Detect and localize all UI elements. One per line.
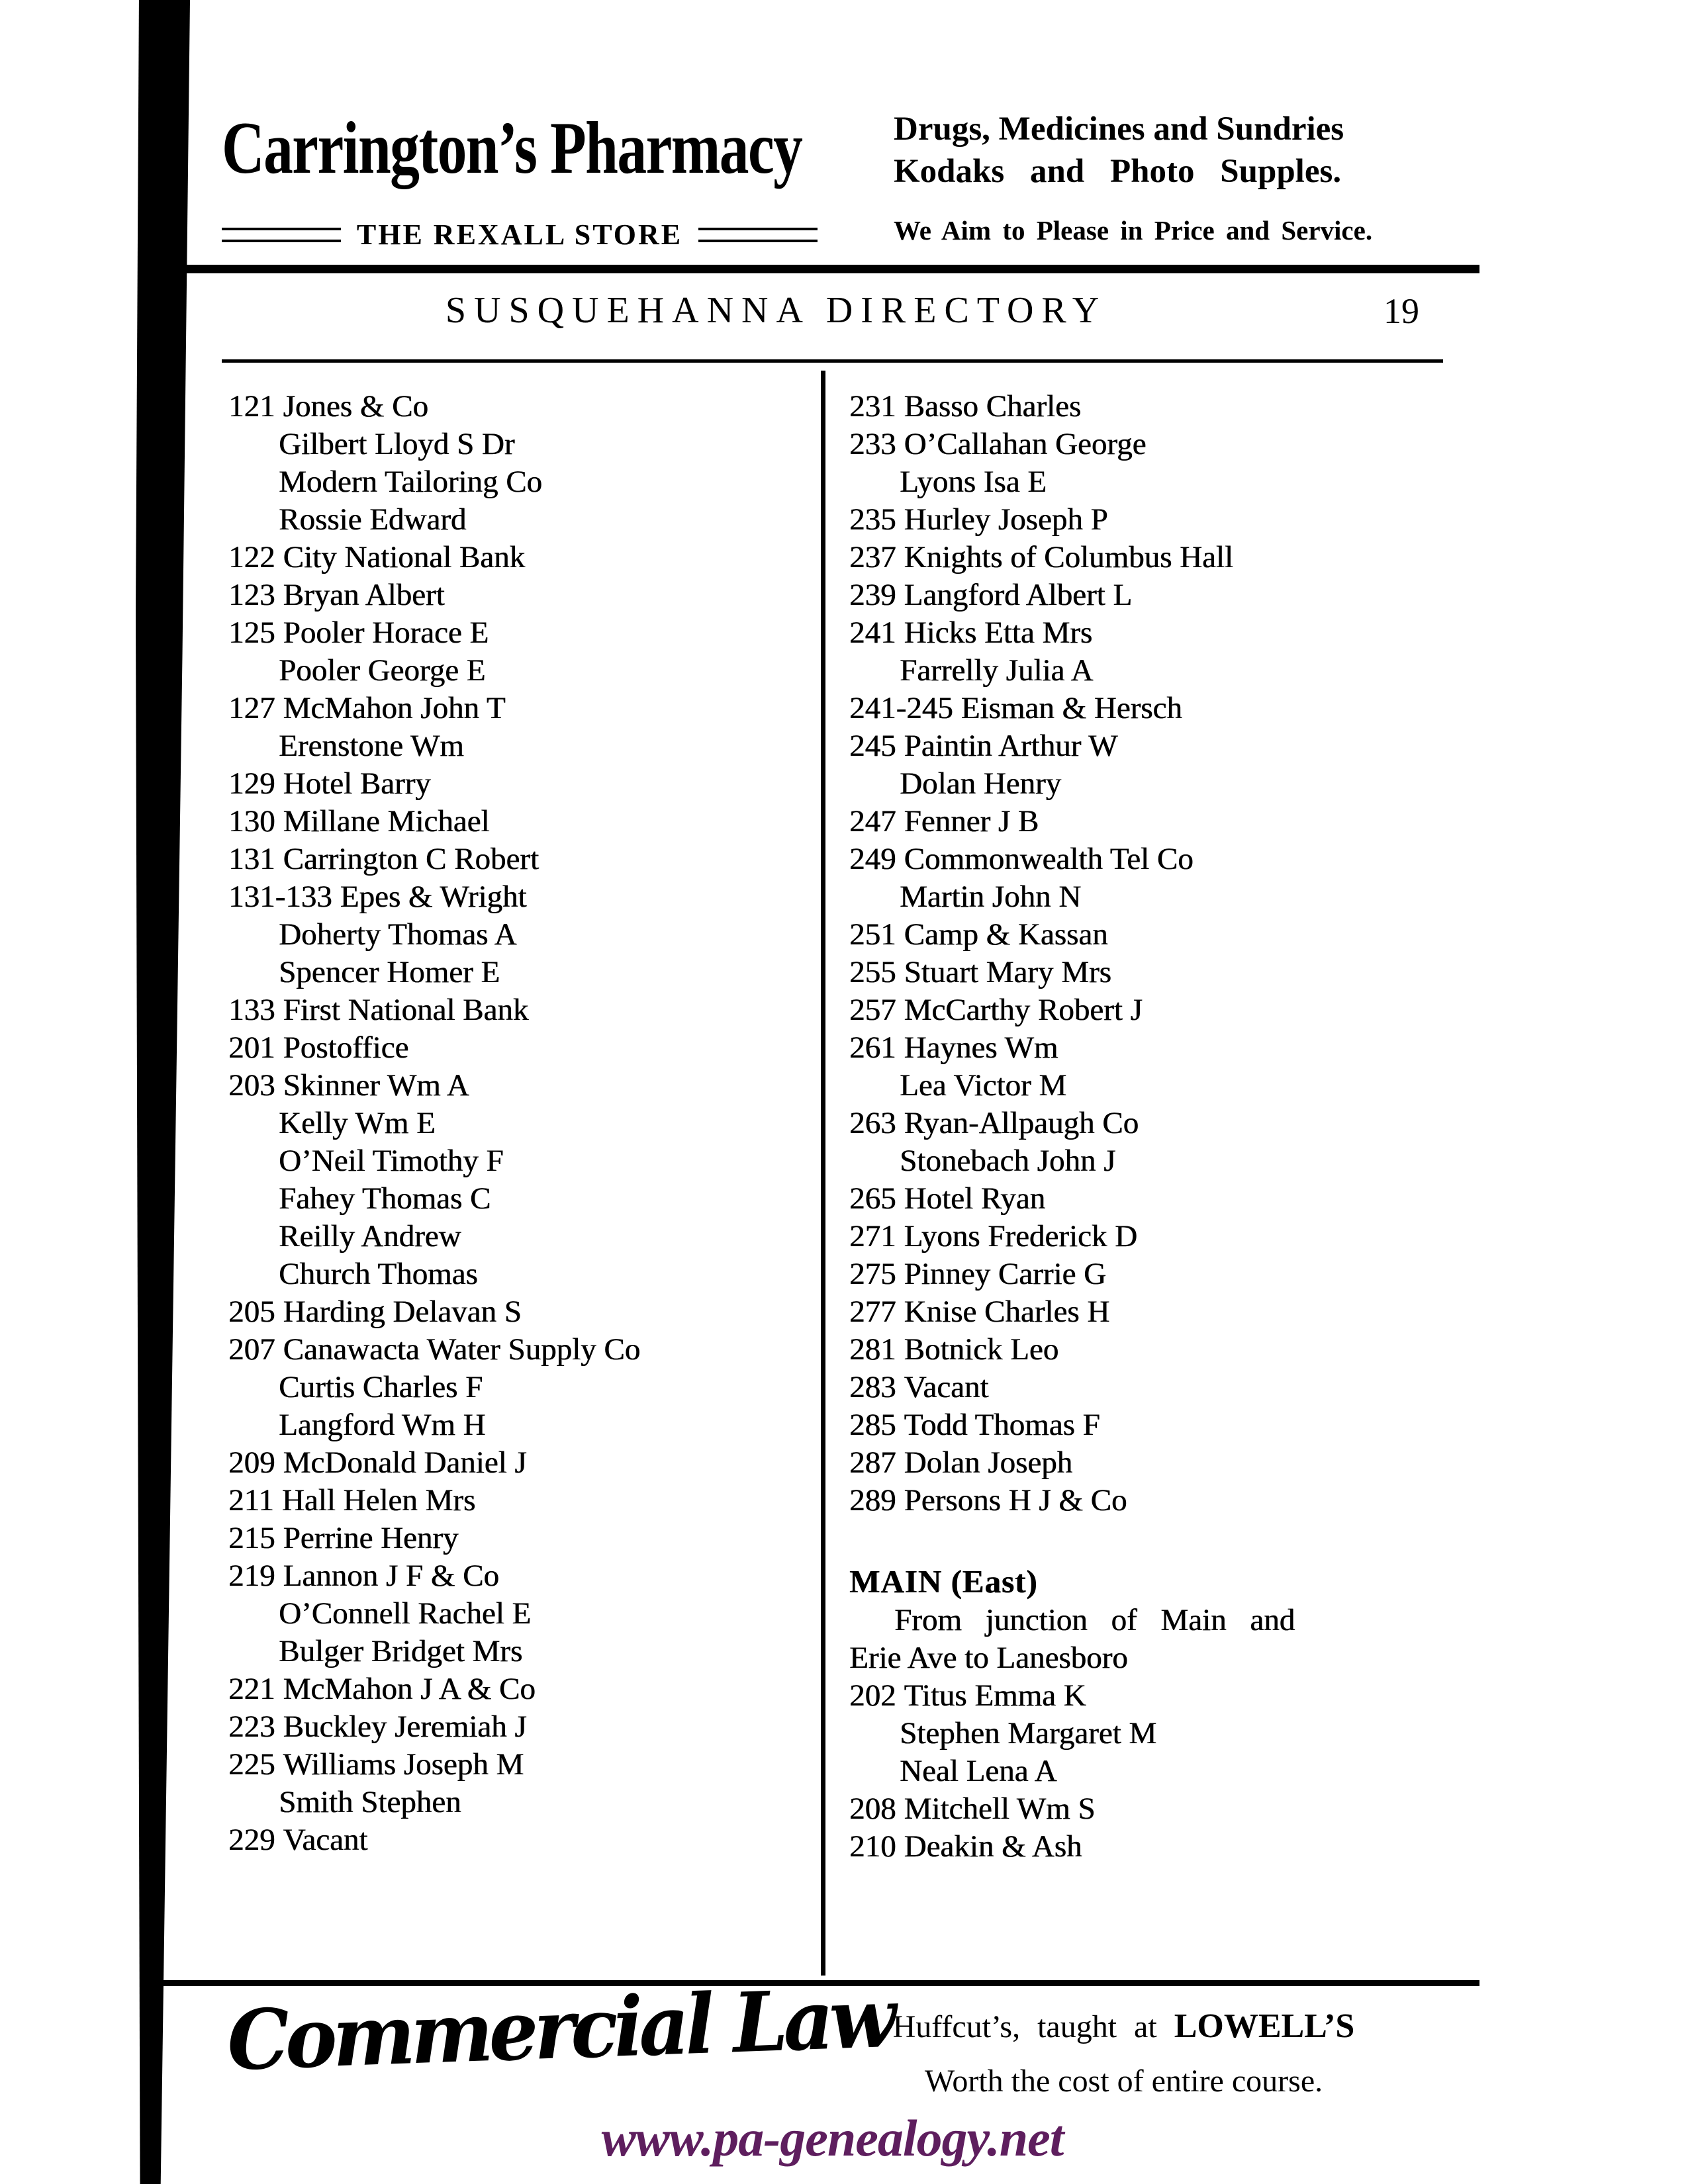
directory-row <box>222 1067 821 1105</box>
directory-row <box>843 765 1443 803</box>
street-number: 131-133 <box>228 880 332 914</box>
street-number <box>849 652 892 690</box>
directory-row <box>222 576 821 614</box>
directory-row <box>843 1677 1443 1715</box>
entry-name: Lannon J F & Co <box>283 1559 499 1593</box>
street-number: 277 <box>849 1295 896 1329</box>
directory-row <box>222 1595 821 1633</box>
street-number: 202 <box>849 1678 896 1713</box>
directory-row <box>222 614 821 652</box>
directory-row <box>843 690 1443 727</box>
entry-name: Pinney Carrie G <box>904 1257 1106 1291</box>
street-number <box>228 1595 271 1633</box>
entry-name: Todd Thomas F <box>904 1408 1100 1442</box>
directory-row <box>843 727 1443 765</box>
directory-row <box>843 426 1443 463</box>
entry-name: Dolan Henry <box>900 766 1062 801</box>
street-number <box>228 1218 271 1255</box>
entry-name: Vacant <box>904 1370 989 1404</box>
street-number: 271 <box>849 1219 896 1253</box>
directory-row <box>843 1715 1443 1752</box>
street-number: 215 <box>228 1521 275 1555</box>
entry-name: Hurley Joseph P <box>904 502 1108 537</box>
street-number: 209 <box>228 1445 275 1480</box>
entry-name: First National Bank <box>283 993 529 1027</box>
directory-row <box>843 916 1443 954</box>
footer-ad-line1 <box>804 2007 1443 2046</box>
header-ad-left <box>222 106 894 251</box>
entry-name: Stonebach John J <box>900 1144 1116 1178</box>
street-number <box>228 1633 271 1670</box>
entry-name: Eisman & Hersch <box>961 691 1182 725</box>
street-number: 245 <box>849 729 896 763</box>
directory-row <box>222 1218 821 1255</box>
directory-row <box>843 1293 1443 1331</box>
street-number: 241 <box>849 615 896 650</box>
footer-ad-line1-bold: LOWELL’S <box>1174 2007 1355 2045</box>
directory-row <box>843 1369 1443 1406</box>
street-number: 130 <box>228 804 275 839</box>
directory-columns <box>222 371 1443 1976</box>
directory-row <box>222 1406 821 1444</box>
entry-name: Pooler Horace E <box>283 615 489 650</box>
entry-name: Bulger Bridget Mrs <box>279 1634 523 1668</box>
directory-row <box>843 1752 1443 1790</box>
street-number: 257 <box>849 993 896 1027</box>
street-section-desc-line1: From junction of Main and <box>894 1603 1295 1637</box>
street-number: 263 <box>849 1106 896 1140</box>
left-column <box>222 371 821 1976</box>
header-ad <box>222 106 1443 251</box>
street-number: 239 <box>849 578 896 612</box>
street-number <box>228 916 271 954</box>
street-number <box>228 426 271 463</box>
street-number: 210 <box>849 1829 896 1864</box>
street-number: 225 <box>228 1747 275 1782</box>
directory-row <box>222 1331 821 1369</box>
street-section-entries <box>843 1677 1443 1866</box>
directory-row <box>222 991 821 1029</box>
street-number <box>228 1369 271 1406</box>
street-number <box>849 463 892 501</box>
directory-row <box>843 1180 1443 1218</box>
directory-row <box>222 1557 821 1595</box>
entry-name: Skinner Wm A <box>283 1068 469 1103</box>
directory-row <box>222 539 821 576</box>
header-ad-right <box>894 106 1443 251</box>
entry-name: Doherty Thomas A <box>279 917 517 952</box>
directory-row <box>222 501 821 539</box>
street-number <box>849 1067 892 1105</box>
street-number <box>228 1784 271 1821</box>
street-number <box>228 1105 271 1142</box>
directory-row <box>222 426 821 463</box>
street-number: 285 <box>849 1408 896 1442</box>
ad-line-3: We Aim to Please in Price and Service. <box>894 215 1373 246</box>
street-number <box>228 652 271 690</box>
entry-name: McCarthy Robert J <box>904 993 1143 1027</box>
street-section-desc-line2: Erie Ave to Lanesboro <box>849 1641 1128 1675</box>
directory-row <box>843 1444 1443 1482</box>
entry-name: Buckley Jeremiah J <box>283 1709 527 1744</box>
directory-row <box>222 1142 821 1180</box>
header-divider-rule <box>142 265 1479 273</box>
entry-name: Fahey Thomas C <box>279 1181 491 1216</box>
right-column-entries <box>843 388 1443 1520</box>
entry-name: Williams Joseph M <box>283 1747 524 1782</box>
street-number <box>228 727 271 765</box>
entry-name: City National Bank <box>283 540 526 574</box>
directory-row <box>222 1293 821 1331</box>
entry-name: Langford Wm H <box>279 1408 486 1442</box>
street-number <box>228 463 271 501</box>
entry-name: Millane Michael <box>283 804 490 839</box>
footer-ad-text <box>804 2007 1443 2099</box>
street-number: 281 <box>849 1332 896 1367</box>
directory-row <box>843 388 1443 426</box>
street-number <box>228 954 271 991</box>
entry-name: Camp & Kassan <box>904 917 1108 952</box>
entry-name: Dolan Joseph <box>904 1445 1073 1480</box>
entry-name: Carrington C Robert <box>283 842 539 876</box>
directory-row <box>222 1482 821 1520</box>
street-number: 221 <box>228 1672 275 1706</box>
street-number: 231 <box>849 389 896 424</box>
directory-row <box>843 803 1443 841</box>
entry-name: Smith Stephen <box>279 1785 461 1819</box>
street-number: 131 <box>228 842 275 876</box>
entry-name: Hicks Etta Mrs <box>904 615 1093 650</box>
directory-row <box>222 916 821 954</box>
entry-name: Ryan-Allpaugh Co <box>904 1106 1139 1140</box>
entry-name: Stephen Margaret M <box>900 1716 1157 1751</box>
page-number: 19 <box>1383 291 1419 331</box>
entry-name: Pooler George E <box>279 653 486 688</box>
street-number: 122 <box>228 540 275 574</box>
ad-line-2: Kodaks and Photo Supples. <box>894 153 1342 190</box>
street-number: 249 <box>849 842 896 876</box>
entry-name: Modern Tailoring Co <box>279 465 542 499</box>
directory-row <box>222 1821 821 1859</box>
directory-row <box>843 1105 1443 1142</box>
directory-row <box>222 1670 821 1708</box>
entry-name: Spencer Homer E <box>279 955 500 989</box>
entry-name: Mitchell Wm S <box>904 1792 1096 1826</box>
directory-row <box>843 1828 1443 1866</box>
entry-name: Martin John N <box>900 880 1082 914</box>
street-number <box>228 501 271 539</box>
directory-row <box>843 1218 1443 1255</box>
street-number <box>849 878 892 916</box>
entry-name: Neal Lena A <box>900 1754 1057 1788</box>
tagline-row <box>222 218 818 251</box>
entry-name: Vacant <box>283 1823 368 1857</box>
street-number: 219 <box>228 1559 275 1593</box>
entry-name: Postoffice <box>283 1030 409 1065</box>
street-number: 265 <box>849 1181 896 1216</box>
street-number: 241-245 <box>849 691 953 725</box>
directory-row <box>843 1067 1443 1105</box>
directory-row <box>222 1633 821 1670</box>
street-number: 275 <box>849 1257 896 1291</box>
entry-name: Fenner J B <box>904 804 1039 839</box>
entry-name: Jones & Co <box>283 389 428 424</box>
entry-name: Haynes Wm <box>904 1030 1058 1065</box>
entry-name: McMahon J A & Co <box>283 1672 536 1706</box>
directory-row <box>222 1708 821 1746</box>
entry-name: Farrelly Julia A <box>900 653 1094 688</box>
entry-name: Botnick Leo <box>904 1332 1059 1367</box>
entry-name: Stuart Mary Mrs <box>904 955 1111 989</box>
street-number: 129 <box>228 766 275 801</box>
street-number: 121 <box>228 389 275 424</box>
entry-name: McDonald Daniel J <box>283 1445 527 1480</box>
directory-row <box>843 501 1443 539</box>
ad-line-1: Drugs, Medicines and Sundries <box>894 111 1344 148</box>
store-name: Carrington’s Pharmacy <box>222 107 802 189</box>
directory-row <box>222 1255 821 1293</box>
entry-name: Deakin & Ash <box>904 1829 1082 1864</box>
entry-name: Perrine Henry <box>283 1521 459 1555</box>
directory-row <box>222 878 821 916</box>
directory-row <box>222 765 821 803</box>
commercial-law-logo: Commercial Law <box>226 1970 894 2089</box>
entry-name: McMahon John T <box>283 691 506 725</box>
entry-name: Paintin Arthur W <box>904 729 1118 763</box>
street-number: 255 <box>849 955 896 989</box>
street-number: 201 <box>228 1030 275 1065</box>
entry-name: Canawacta Water Supply Co <box>283 1332 641 1367</box>
directory-row <box>222 727 821 765</box>
street-number: 235 <box>849 502 896 537</box>
directory-row <box>843 1331 1443 1369</box>
street-number: 223 <box>228 1709 275 1744</box>
entry-name: Knise Charles H <box>904 1295 1110 1329</box>
footer-ad-line1-prefix: Huffcut’s, taught at <box>892 2009 1174 2044</box>
street-number: 283 <box>849 1370 896 1404</box>
entry-name: Commonwealth Tel Co <box>904 842 1194 876</box>
entry-name: Erenstone Wm <box>279 729 464 763</box>
street-number: 208 <box>849 1792 896 1826</box>
street-number: 207 <box>228 1332 275 1367</box>
street-number <box>849 1142 892 1180</box>
directory-row <box>222 1029 821 1067</box>
directory-row <box>222 803 821 841</box>
directory-row <box>843 991 1443 1029</box>
street-section-heading: MAIN (East) <box>849 1563 1038 1600</box>
entry-name: O’Neil Timothy F <box>279 1144 504 1178</box>
street-number <box>228 1142 271 1180</box>
entry-name: Lea Victor M <box>900 1068 1067 1103</box>
entry-name: Epes & Wright <box>340 880 527 914</box>
watermark-url: www.pa-genealogy.net <box>601 2109 1064 2167</box>
double-rule-right <box>698 228 818 242</box>
directory-row <box>843 841 1443 878</box>
street-number: 237 <box>849 540 896 574</box>
street-number: 203 <box>228 1068 275 1103</box>
directory-row <box>222 1369 821 1406</box>
footer-ad-line2: Worth the cost of entire course. <box>924 2064 1323 2099</box>
directory-row <box>222 841 821 878</box>
entry-name: Harding Delavan S <box>283 1295 522 1329</box>
directory-row <box>222 388 821 426</box>
street-number: 233 <box>849 427 896 461</box>
directory-row <box>843 878 1443 916</box>
directory-row <box>222 1180 821 1218</box>
directory-row <box>843 576 1443 614</box>
directory-row <box>843 1029 1443 1067</box>
double-rule-left <box>222 228 341 242</box>
directory-row <box>222 652 821 690</box>
street-number: 289 <box>849 1483 896 1518</box>
page-title: SUSQUEHANNA DIRECTORY <box>445 290 1107 331</box>
section-gap <box>843 1520 1443 1562</box>
directory-row <box>843 1142 1443 1180</box>
directory-row <box>843 954 1443 991</box>
entry-name: Lyons Isa E <box>900 465 1047 499</box>
street-number: 205 <box>228 1295 275 1329</box>
footer-ad <box>222 1970 1443 2184</box>
entry-name: Persons H J & Co <box>904 1483 1127 1518</box>
directory-row <box>843 463 1443 501</box>
directory-row <box>222 954 821 991</box>
entry-name: Knights of Columbus Hall <box>904 540 1233 574</box>
right-column <box>821 371 1443 1976</box>
street-number <box>228 1255 271 1293</box>
store-tagline: THE REXALL STORE <box>356 218 683 251</box>
directory-row <box>843 614 1443 652</box>
entry-name: Rossie Edward <box>279 502 467 537</box>
entry-name: O’Connell Rachel E <box>279 1596 532 1631</box>
directory-row <box>843 1482 1443 1520</box>
scan-gutter-bar <box>136 0 190 2184</box>
entry-name: Reilly Andrew <box>279 1219 461 1253</box>
street-number <box>849 765 892 803</box>
entry-name: Hotel Ryan <box>904 1181 1045 1216</box>
street-number: 211 <box>228 1483 274 1518</box>
entry-name: Titus Emma K <box>904 1678 1086 1713</box>
directory-row <box>222 1444 821 1482</box>
directory-row <box>843 539 1443 576</box>
street-number <box>228 1406 271 1444</box>
entry-name: Langford Albert L <box>904 578 1133 612</box>
street-number: 261 <box>849 1030 896 1065</box>
street-number <box>228 1180 271 1218</box>
street-number: 133 <box>228 993 275 1027</box>
entry-name: Lyons Frederick D <box>904 1219 1137 1253</box>
directory-row <box>843 1255 1443 1293</box>
directory-row <box>843 1406 1443 1444</box>
directory-row <box>222 690 821 727</box>
directory-title-row <box>222 289 1443 342</box>
entry-name: Church Thomas <box>279 1257 478 1291</box>
directory-row <box>222 463 821 501</box>
entry-name: Gilbert Lloyd S Dr <box>279 427 515 461</box>
street-number: 123 <box>228 578 275 612</box>
title-divider-rule <box>222 359 1443 363</box>
entry-name: Hotel Barry <box>283 766 431 801</box>
street-number: 287 <box>849 1445 896 1480</box>
entry-name: Hall Helen Mrs <box>281 1483 476 1518</box>
directory-row <box>843 652 1443 690</box>
entry-name: Bryan Albert <box>283 578 445 612</box>
entry-name: O’Callahan George <box>904 427 1147 461</box>
street-number: 251 <box>849 917 896 952</box>
street-number: 229 <box>228 1823 275 1857</box>
street-number: 127 <box>228 691 275 725</box>
directory-row <box>222 1784 821 1821</box>
directory-row <box>222 1105 821 1142</box>
street-number <box>849 1752 892 1790</box>
street-number: 247 <box>849 804 896 839</box>
street-number: 125 <box>228 615 275 650</box>
street-number <box>849 1715 892 1752</box>
directory-row <box>222 1520 821 1557</box>
entry-name: Basso Charles <box>904 389 1082 424</box>
entry-name: Curtis Charles F <box>279 1370 483 1404</box>
directory-row <box>222 1746 821 1784</box>
entry-name: Kelly Wm E <box>279 1106 436 1140</box>
directory-row <box>843 1790 1443 1828</box>
